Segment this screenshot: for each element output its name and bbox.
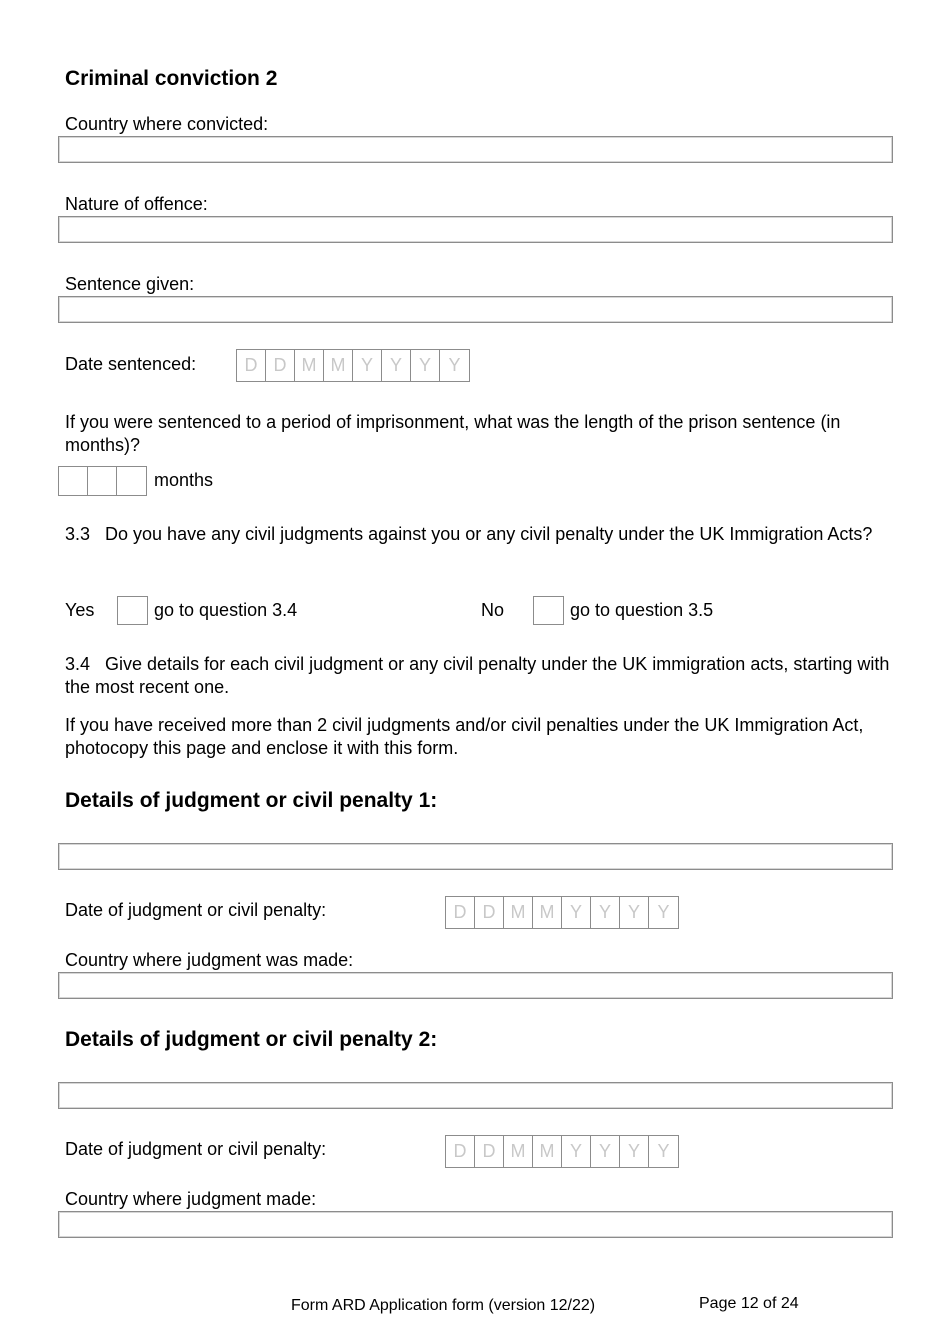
yes-label: Yes: [65, 600, 95, 620]
date-cell-year[interactable]: Y: [353, 350, 382, 381]
months-digit-cell[interactable]: [117, 467, 146, 495]
no-checkbox[interactable]: [533, 596, 564, 625]
question-3-3: 3.3 Do you have any civil judgments against you or any civil penalty under the UK Immigration Acts?: [65, 524, 873, 544]
judgment-1-date-input[interactable]: [445, 896, 679, 929]
date-cell-year[interactable]: Y: [382, 350, 411, 381]
date-sentenced-label: Date sentenced:: [65, 354, 197, 374]
date-cell-day[interactable]: D: [446, 897, 475, 928]
date-cell-year[interactable]: Y: [411, 350, 440, 381]
judgment-2-heading: Details of judgment or civil penalty 2:: [65, 1028, 438, 1051]
months-digit-cell[interactable]: [59, 467, 88, 495]
date-cell-year[interactable]: Y: [591, 1136, 620, 1167]
date-cell-month[interactable]: M: [533, 897, 562, 928]
no-label: No: [481, 600, 505, 620]
date-cell-day[interactable]: D: [475, 897, 504, 928]
nature-of-offence-label: Nature of offence:: [65, 194, 208, 214]
sentence-given-label: Sentence given:: [65, 274, 195, 294]
date-cell-day[interactable]: D: [475, 1136, 504, 1167]
footer-page-number: Page 12 of 24: [699, 1295, 799, 1312]
judgment-2-country-label: Country where judgment made:: [65, 1189, 317, 1209]
date-cell-month[interactable]: M: [295, 350, 324, 381]
prison-length-question: If you were sentenced to a period of imprisonment, what was the length of the prison sentence (in months)?: [65, 412, 841, 455]
photocopy-note: If you have received more than 2 civil judgments and/or civil penalties under the UK Immigration Act, photocopy this page and enclose it with this form.: [65, 715, 864, 758]
date-cell-day[interactable]: D: [266, 350, 295, 381]
country-convicted-label: Country where convicted:: [65, 114, 269, 134]
nature-of-offence-input[interactable]: [58, 216, 893, 243]
sentence-given-input[interactable]: [58, 296, 893, 323]
date-cell-year[interactable]: Y: [562, 897, 591, 928]
date-cell-year[interactable]: Y: [562, 1136, 591, 1167]
prison-months-input[interactable]: [58, 466, 147, 496]
date-cell-month[interactable]: M: [504, 1136, 533, 1167]
judgment-2-country-input[interactable]: [58, 1211, 893, 1238]
judgment-1-details-input[interactable]: [58, 843, 893, 870]
date-sentenced-input[interactable]: [236, 349, 470, 382]
question-3-4: 3.4 Give details for each civil judgment or any civil penalty under the UK immigration acts, starting with the most recent one.: [65, 654, 890, 697]
date-cell-month[interactable]: M: [324, 350, 353, 381]
date-cell-year[interactable]: Y: [591, 897, 620, 928]
judgment-1-date-label: Date of judgment or civil penalty:: [65, 900, 327, 920]
section-heading-conviction-2: Criminal conviction 2: [65, 67, 278, 90]
date-cell-year[interactable]: Y: [657, 1141, 670, 1161]
country-convicted-input[interactable]: [58, 136, 893, 163]
months-unit-label: months: [154, 470, 214, 490]
date-cell-year[interactable]: Y: [620, 897, 649, 928]
date-cell-month[interactable]: M: [533, 1136, 562, 1167]
yes-goto-label: go to question 3.4: [154, 600, 298, 620]
footer-form-name: Form ARD Application form (version 12/22): [291, 1297, 596, 1314]
months-digit-cell[interactable]: [88, 467, 117, 495]
date-cell-day[interactable]: D: [237, 350, 266, 381]
judgment-1-country-input[interactable]: [58, 972, 893, 999]
date-cell-year[interactable]: Y: [448, 355, 461, 375]
date-cell-month[interactable]: M: [504, 897, 533, 928]
date-cell-day[interactable]: D: [446, 1136, 475, 1167]
judgment-1-heading: Details of judgment or civil penalty 1:: [65, 789, 438, 812]
no-goto-label: go to question 3.5: [570, 600, 714, 620]
judgment-2-details-input[interactable]: [58, 1082, 893, 1109]
judgment-2-date-label: Date of judgment or civil penalty:: [65, 1139, 327, 1159]
yes-checkbox[interactable]: [117, 596, 148, 625]
date-cell-year[interactable]: Y: [657, 902, 670, 922]
judgment-2-date-input[interactable]: [445, 1135, 679, 1168]
judgment-1-country-label: Country where judgment was made:: [65, 950, 354, 970]
date-cell-year[interactable]: Y: [620, 1136, 649, 1167]
